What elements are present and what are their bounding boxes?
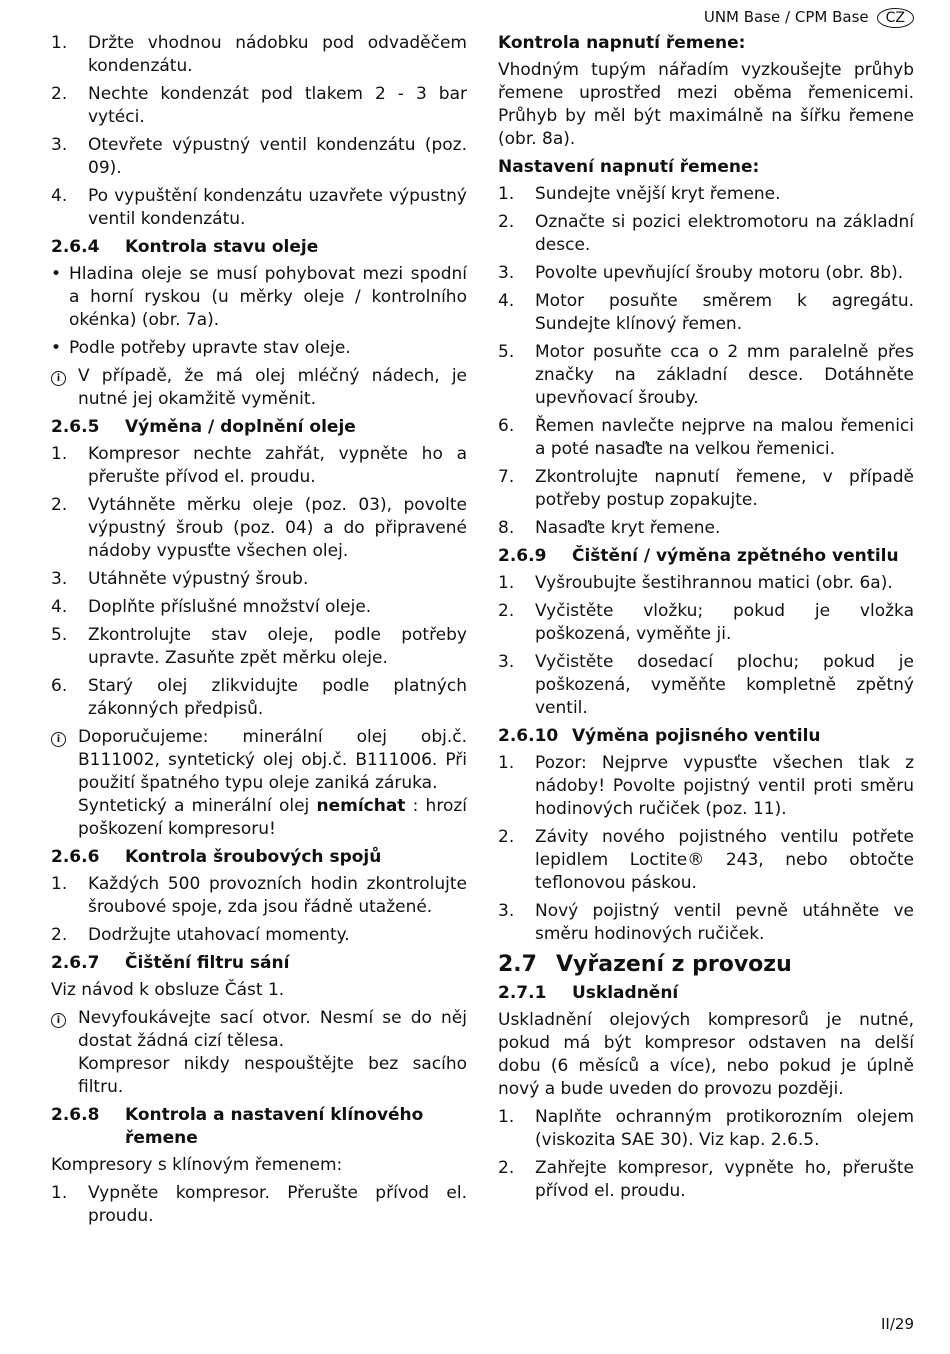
paragraph: Viz návod k obsluze Část 1. — [51, 980, 285, 1000]
list-item: 3. Povolte upevňující šrouby motoru (obr. 8b). — [498, 263, 904, 283]
list-item: 1. Pozor: Nejprve vypusťte všechen tlak z nádoby! Povolte pojistný ventil proti směru hodinových ručiček (poz. 11). — [498, 753, 914, 819]
condensate-steps — [51, 32, 467, 231]
section-heading-27: 2.7 Vyřazení z provozu — [498, 952, 792, 977]
left-column — [51, 32, 467, 1233]
paragraph: Vhodným tupým nářadím vyzkoušejte průhyb řemene uprostřed mezi oběma řemenicemi. Průhyb by měl být maximálně na šířku řemene (obr. 8a). — [498, 60, 914, 149]
section-heading-269: 2.6.9 Čištění / výměna zpětného ventilu — [498, 546, 899, 566]
list-item: 4. Doplňte příslušné množství oleje. — [51, 597, 372, 617]
list-item: 1. Naplňte ochranným protikorozním olejem (viskozita SAE 30). Viz kap. 2.6.5. — [498, 1107, 914, 1150]
bullet-icon: • — [51, 338, 62, 358]
list-item: 1. Vyšroubujte šestihrannou matici (obr. 6a). — [498, 573, 893, 593]
document-title: UNM Base / CPM Base — [703, 8, 869, 26]
subheading-belt-adjust: Nastavení napnutí řemene: — [498, 157, 760, 177]
section-heading-264: 2.6.4 Kontrola stavu oleje — [51, 237, 319, 257]
info-note: i Doporučujeme: minerální olej obj.č. B111002, syntetický olej obj.č. B111006. Při použití špatného typu oleje zaniká záruka. Syntetický a minerální olej nemíchat : hrozí poškození kompresoru! — [51, 726, 467, 841]
right-column — [498, 32, 914, 1208]
list-item: 3. Nový pojistný ventil pevně utáhněte ve směru hodinových ručiček. — [498, 901, 914, 944]
subheading-belt-check: Kontrola napnutí řemene: — [498, 33, 746, 53]
bullet-item: • Hladina oleje se musí pohybovat mezi spodní a horní ryskou (u měrky oleje / kontrolního okénka) (obr. 7a). — [51, 264, 467, 330]
section-heading-2610: 2.6.10 Výměna pojisného ventilu — [498, 726, 821, 746]
list-item: 2. Nechte kondenzát pod tlakem 2 - 3 bar vytéci. — [51, 84, 467, 127]
section-heading-271: 2.7.1 Uskladnění — [498, 983, 679, 1003]
info-icon: i — [51, 726, 78, 841]
list-item: 5. Zkontrolujte stav oleje, podle potřeby upravte. Zasuňte zpět měrku oleje. — [51, 625, 467, 668]
list-item: 3. Vyčistěte dosedací plochu; pokud je poškozená, vyměňte kompletně zpětný ventil. — [498, 652, 914, 718]
list-item: 6. Řemen navlečte nejprve na malou řemenici a poté nasaďte na velkou řemenici. — [498, 416, 914, 459]
bullet-item: • Podle potřeby upravte stav oleje. — [51, 338, 351, 358]
list-item: 2. Označte si pozici elektromotoru na základní desce. — [498, 212, 914, 255]
warning-emphasis: nemíchat — [316, 796, 406, 816]
list-item: 2. Vyčistěte vložku; pokud je vložka poškozená, vyměňte ji. — [498, 601, 914, 644]
info-note: i Nevyfoukávejte sací otvor. Nesmí se do něj dostat žádná cizí tělesa. Kompresor nikdy nespouštějte bez sacího filtru. — [51, 1007, 467, 1099]
list-item: 1. Kompresor nechte zahřát, vypněte ho a přerušte přívod el. proudu. — [51, 444, 467, 487]
section-heading-265: 2.6.5 Výměna / doplnění oleje — [51, 417, 356, 437]
paragraph: Uskladnění olejových kompresorů je nutné, pokud má být kompresor odstaven na delší dobu (6 měsíců a více), nebo pokud je úplně nový a bude uveden do provozu později. — [498, 1010, 914, 1099]
list-item: 3. Utáhněte výpustný šroub. — [51, 569, 309, 589]
list-item: 1. Držte vhodnou nádobku pod odvaděčem kondenzátu. — [51, 33, 467, 76]
info-icon: i — [51, 365, 78, 411]
language-badge: CZ — [877, 8, 914, 28]
page-header — [704, 6, 914, 29]
list-item: 1. Každých 500 provozních hodin zkontrolujte šroubové spoje, zda jsou řádně utažené. — [51, 874, 467, 917]
list-item: 4. Po vypuštění kondenzátu uzavřete výpustný ventil kondenzátu. — [51, 186, 467, 229]
list-item: 1. Sundejte vnější kryt řemene. — [498, 184, 781, 204]
section-heading-266: 2.6.6 Kontrola šroubových spojů — [51, 847, 382, 867]
list-item: 2. Vytáhněte měrku oleje (poz. 03), povolte výpustný šroub (poz. 04) a do připravené nádoby vypusťte všechen olej. — [51, 495, 467, 561]
list-item: 2. Závity nového pojistného ventilu potřete lepidlem Loctite® 243, nebo obtočte teflonovou páskou. — [498, 827, 914, 893]
section-heading-268: 2.6.8 Kontrola a nastavení klínového řemene — [51, 1105, 424, 1148]
list-item: 8. Nasaďte kryt řemene. — [498, 518, 721, 538]
list-item: 7. Zkontrolujte napnutí řemene, v případě potřeby postup zopakujte. — [498, 467, 914, 510]
info-note: i V případě, že má olej mléčný nádech, je nutné jej okamžitě vyměnit. — [51, 365, 467, 411]
paragraph: Kompresory s klínovým řemenem: — [51, 1155, 343, 1175]
list-item: 5. Motor posuňte cca o 2 mm paralelně přes značky na základní desce. Dotáhněte upevňovací šrouby. — [498, 342, 914, 408]
list-item: 6. Starý olej zlikvidujte podle platných zákonných předpisů. — [51, 676, 467, 719]
list-item: 1. Vypněte kompresor. Přerušte přívod el. proudu. — [51, 1183, 467, 1226]
section-heading-267: 2.6.7 Čištění filtru sání — [51, 953, 290, 973]
list-item: 2. Dodržujte utahovací momenty. — [51, 925, 350, 945]
page-number: II/29 — [881, 1315, 914, 1333]
bullet-icon: • — [51, 264, 62, 284]
list-item: 2. Zahřejte kompresor, vypněte ho, přerušte přívod el. proudu. — [498, 1158, 914, 1201]
list-item: 3. Otevřete výpustný ventil kondenzátu (poz. 09). — [51, 135, 467, 178]
list-item: 4. Motor posuňte směrem k agregátu. Sundejte klínový řemen. — [498, 291, 914, 334]
info-icon: i — [51, 1007, 78, 1099]
